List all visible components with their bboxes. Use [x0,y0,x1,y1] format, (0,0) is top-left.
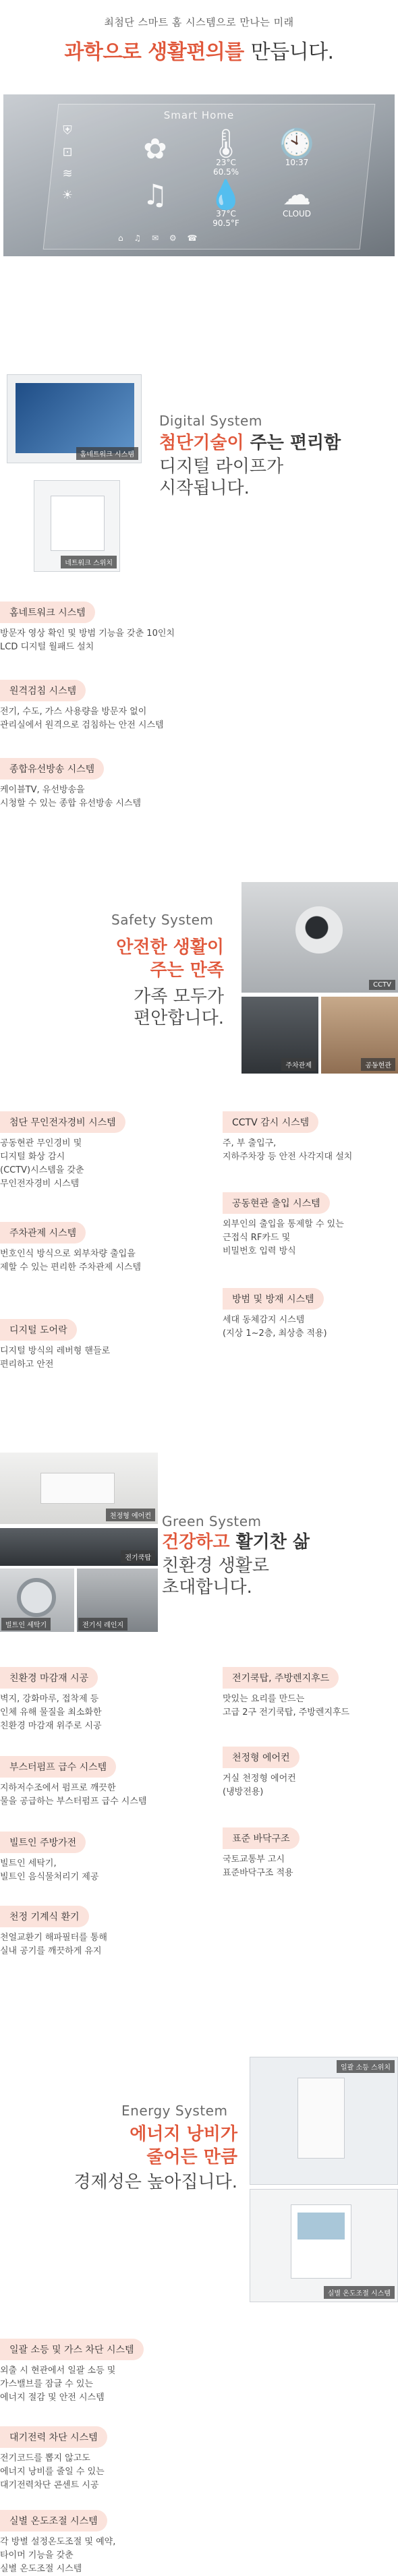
digital-ko-subtitle: 디지털 라이프가 시작됩니다. [159,457,284,498]
feature-title: 디지털 도어락 [0,1319,77,1341]
water-drop-icon: 💧 [208,178,244,211]
feature-title: 부스터펌프 급수 시스템 [0,1756,116,1778]
safety-feature-right-2 [223,1192,344,1258]
safety-feature-left-3 [0,1319,110,1372]
feature-title: 첨단 무인전자경비 시스템 [0,1111,125,1133]
digital-feature-3 [0,758,141,811]
feature-title: 공동현관 출입 시스템 [223,1192,330,1214]
cooktop-caption: 전기쿡탑 [121,1550,155,1563]
safety-en-title: Safety System [111,912,214,928]
network-switch-image [34,480,120,572]
wallpad-image [7,374,142,463]
feature-desc: 전기코드를 뽑지 않고도 에너지 낭비를 줄일 수 있는 대기전력차단 콘센트 시공 [0,2453,105,2490]
washer-image [0,1569,74,1632]
light-switch-image [250,2057,398,2185]
feature-desc: 외출 시 현관에서 일괄 소등 및 가스밸브를 잠글 수 있는 에너지 절감 및 안전 시스템 [0,2366,116,2403]
green-feature-left-1 [0,1667,102,1733]
feature-title: 친환경 마감재 시공 [0,1667,98,1689]
cctv-image [241,882,398,993]
hero-widget-water: 💧 37°C 90.5°F [199,181,253,228]
safety-feature-right-1 [223,1111,352,1164]
thermometer-icon: 🌡 [208,127,244,160]
cooktop-image [0,1528,158,1566]
hero-status-bar-icons: ⌂ ♫ ✉ ⚙ ☎ [118,233,202,243]
safety-feature-right-3 [223,1288,327,1341]
cctv-caption: CCTV [369,980,395,990]
energy-feature-3 [0,2510,115,2576]
wifi-icon: ≋ [62,167,73,181]
digital-en-title: Digital System [159,413,262,429]
green-feature-left-4 [0,1906,107,1958]
feature-title: 일괄 소등 및 가스 차단 시스템 [0,2339,144,2360]
feature-desc: 빌트인 세탁기, 빌트인 음식물처리기 제공 [0,1858,99,1882]
green-feature-left-2 [0,1756,146,1809]
green-en-title: Green System [162,1513,262,1529]
safety-feature-left-2 [0,1222,141,1275]
feature-desc: 케이블TV, 유선방송을 시청할 수 있는 종합 유선방송 시스템 [0,785,142,809]
feature-desc: 방문자 영상 확인 및 방범 기능을 갖춘 10인치 LCD 디지털 월패드 설치 [0,628,175,652]
feature-desc: 벽지, 강화마루, 접착제 등 인체 유해 물질을 최소화한 친환경 마감재 위주로 시공 [0,1694,102,1731]
feature-desc: 번호인식 방식으로 외부차량 출입을 제할 수 있는 편리한 주차관제 시스템 [0,1249,142,1272]
ceiling-aircon-image [0,1453,158,1524]
headline-rest: 만듭니다. [250,40,334,64]
music-icon: ♫ [142,178,168,211]
header-lead: 최첨단 스마트 홈 시스템으로 만나는 미래 [104,16,294,28]
hero-side-icons [57,120,78,206]
hero-widget-weather: ☁ CLOUD [270,181,324,218]
fan-icon: ✿ [143,132,167,165]
energy-ko-title: 에너지 낭비가 줄어든 만큼 [130,2124,237,2167]
range-image [77,1569,158,1632]
feature-desc: 지하저수조에서 펌프로 깨끗한 물을 공급하는 부스터펌프 급수 시스템 [0,1783,147,1807]
feature-title: 전기쿡탑, 주방렌지후드 [223,1667,339,1689]
energy-feature-1 [0,2339,144,2405]
digital-ko-title: 첨단기술이 주는 편리함 [159,433,341,453]
wallpad-caption: 홈네트워크 시스템 [76,447,138,460]
feature-desc: 전기, 수도, 가스 사용량을 방문자 없이 관리실에서 원격으로 검침하는 안전 시스템 [0,707,164,730]
feature-title: 종합유선방송 시스템 [0,758,104,780]
feature-title: 홈네트워크 시스템 [0,602,95,623]
safety-ko-title: 안전한 생활이 주는 만족 [116,937,224,980]
hero-title: Smart Home [163,109,235,121]
light-switch-caption: 일괄 소등 스위치 [337,2060,395,2073]
clock-icon: 🕙 [279,127,315,160]
entrance-caption: 공동현관 [361,1058,395,1071]
digital-feature-2 [0,680,164,732]
hero-widget-music [128,178,182,211]
parking-control-image [241,997,318,1074]
wallpad-screen [16,383,134,453]
feature-desc: 천얼교환기 해파필터를 통해 실내 공기를 깨끗하게 유지 [0,1933,107,1956]
network-switch-caption: 네트워크 스위치 [61,556,117,568]
feature-desc: 공동현관 무인경비 및 디지털 화상 감시 (CCTV)시스템을 갖춘 무인전자경비 시스템 [0,1138,84,1189]
feature-title: 천정 기계식 환기 [0,1906,89,1927]
feature-title: 방범 및 방재 시스템 [223,1288,324,1310]
feature-title: CCTV 감시 시스템 [223,1111,318,1133]
green-feature-left-3 [0,1832,98,1884]
cloud-icon: ☁ [283,178,311,211]
feature-title: 주차관제 시스템 [0,1222,86,1243]
hero-smart-home-image [3,94,395,256]
digital-feature-1 [0,602,175,654]
green-feature-right-1 [223,1667,349,1720]
feature-desc: 디지털 방식의 레버형 핸들로 편리하고 안전 [0,1346,111,1370]
thermostat-caption: 실별 온도조절 시스템 [324,2286,395,2299]
lock-icon: ⊡ [62,145,73,159]
feature-title: 실별 온도조절 시스템 [0,2510,107,2531]
feature-desc: 국토교통부 고시 표준바닥구조 적용 [223,1854,293,1878]
green-feature-right-2 [223,1747,300,1799]
energy-feature-2 [0,2426,107,2492]
feature-desc: 각 방별 설정온도조절 및 예약, 타이머 기능을 갖춘 실별 온도조절 시스템 [0,2537,116,2574]
shield-icon: ⛨ [63,123,72,138]
thermostat-image [250,2189,398,2302]
green-ko-subtitle: 친환경 생활로 초대합니다. [162,1556,269,1598]
feature-title: 천정형 에어컨 [223,1747,300,1768]
feature-desc: 거실 천정형 에어컨 (냉방전용) [223,1774,296,1797]
parking-caption: 주차관제 [281,1058,316,1071]
feature-desc: 주, 부 출입구, 지하주차장 등 안전 사각지대 설치 [223,1138,353,1162]
headline-highlight: 과학으로 생활편의를 [64,40,244,64]
feature-title: 원격검침 시스템 [0,680,86,701]
bulb-icon: ☀ [61,188,74,202]
hero-widget-clock: 🕙 10:37 [270,129,324,167]
safety-feature-left-1 [0,1111,125,1191]
safety-ko-subtitle: 가족 모두가 편안합니다. [134,987,224,1028]
feature-title: 빌트인 주방가전 [0,1832,86,1853]
feature-desc: 세대 동체감지 시스템 (지상 1~2층, 최상층 적용) [223,1315,327,1339]
feature-title: 표준 바닥구조 [223,1827,300,1849]
range-caption: 전기식 레인지 [78,1618,127,1631]
hero-widget-temperature: 🌡 23°C 60.5% [199,129,253,177]
page-headline [0,35,398,65]
hero-widget-fan [128,132,182,165]
aircon-caption: 천정형 에어컨 [106,1509,155,1521]
green-feature-right-3 [223,1827,300,1880]
green-ko-title: 건강하고 활기찬 삶 [162,1532,310,1552]
feature-title: 대기전력 차단 시스템 [0,2426,107,2448]
energy-ko-subtitle: 경제성은 높아집니다. [74,2172,237,2192]
energy-en-title: Energy System [121,2103,228,2119]
feature-desc: 맛있는 요리를 만드는 고급 2구 전기쿡탑, 주방렌지후드 [223,1694,350,1718]
feature-desc: 외부인의 출입을 통제할 수 있는 근접식 RF카드 및 비밀번호 입력 방식 [223,1219,344,1256]
washer-caption: 빌트인 세탁기 [1,1618,51,1631]
common-entrance-image [321,997,398,1074]
